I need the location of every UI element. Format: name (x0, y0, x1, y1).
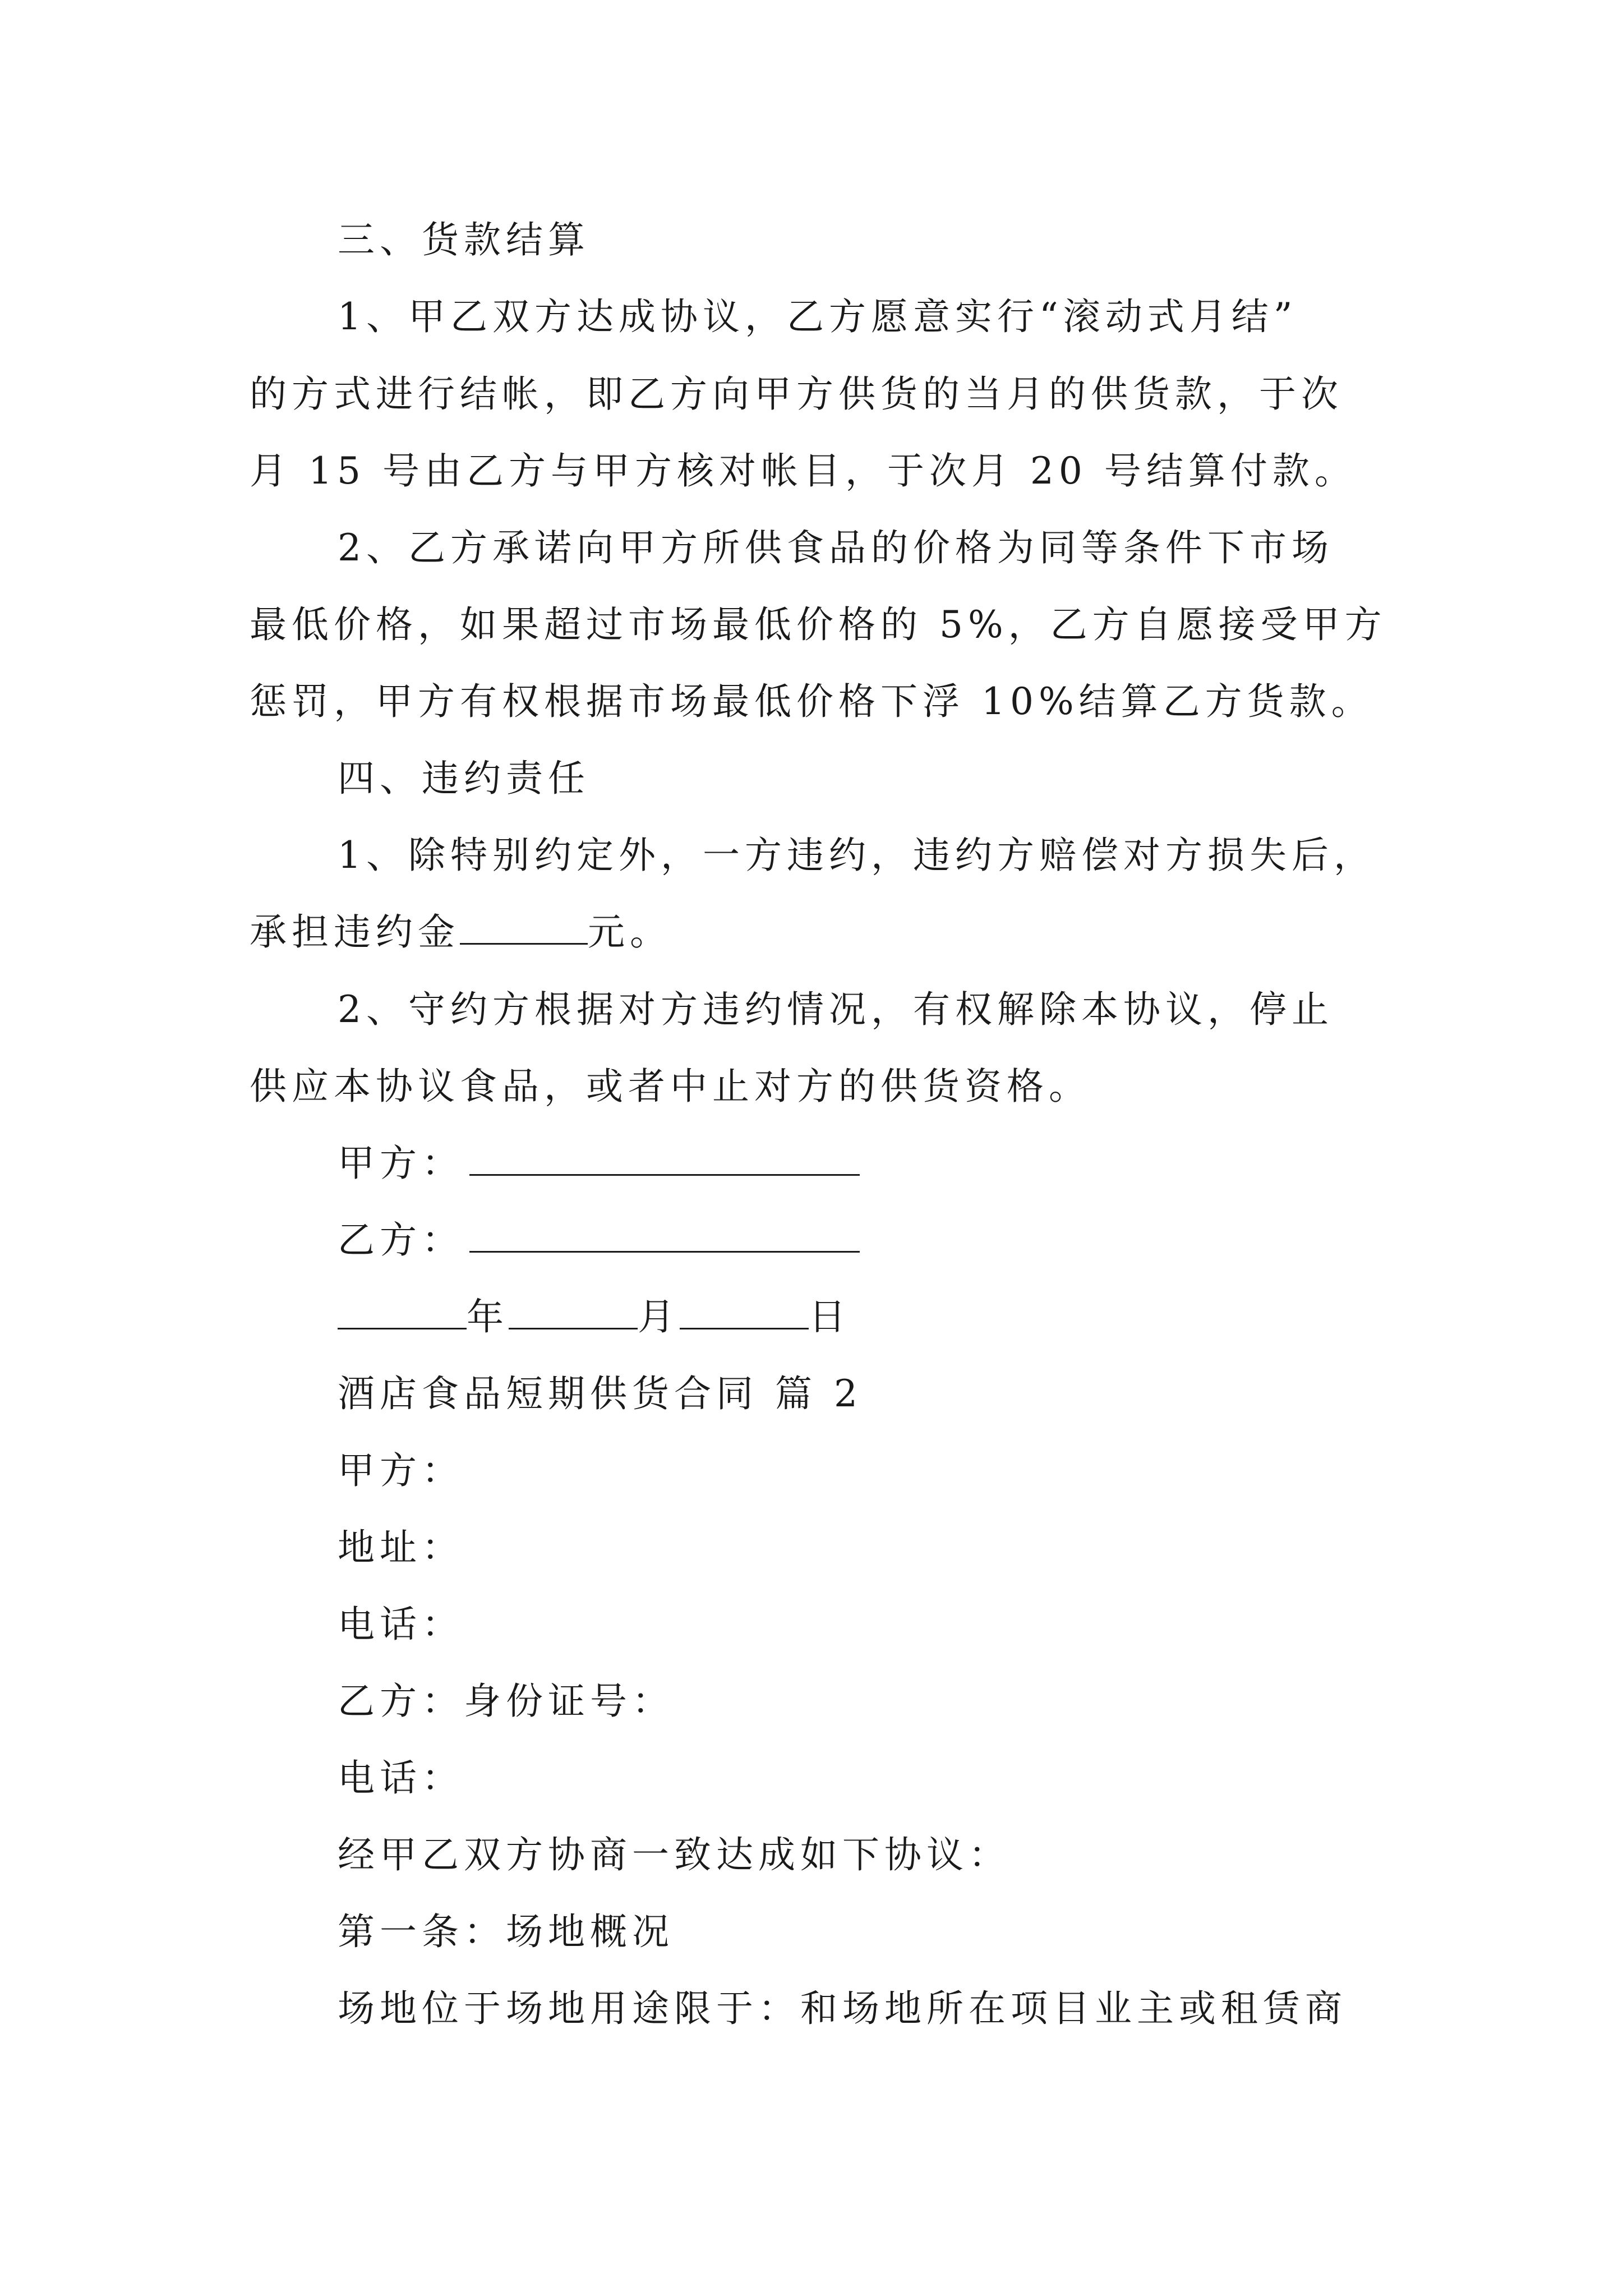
section-3-heading: 三、货款结算 (338, 218, 590, 261)
contract-2-article-1-text: 场地位于场地用途限于：和场地所在项目业主或租赁商 (338, 1987, 1347, 2030)
contract-2-party-b: 乙方：身份证号： (338, 1680, 674, 1723)
signature-party-a-label: 甲方： (338, 1142, 464, 1185)
date-year-label: 年 (467, 1295, 509, 1338)
signature-party-b-label: 乙方： (338, 1218, 464, 1262)
contract-2-article-1-heading: 第一条：场地概况 (338, 1910, 674, 1953)
contract-2-address: 地址： (338, 1526, 464, 1569)
section-4-item-2-line-2: 供应本协议食品，或者中止对方的供货资格。 (250, 1065, 1091, 1108)
section-3-item-2-line-2: 最低价格，如果超过市场最低价格的 5%，乙方自愿接受甲方 (250, 603, 1387, 646)
date-month-label: 月 (638, 1295, 680, 1338)
signature-party-b-blank (469, 1218, 860, 1253)
section-3-item-2-line-1: 2、乙方承诺向甲方所供食品的价格为同等条件下市场 (338, 526, 1334, 569)
contract-2-party-a: 甲方： (338, 1449, 464, 1492)
contract-2-phone-b: 电话： (338, 1756, 464, 1800)
date-day-blank (680, 1295, 809, 1329)
date-year-blank (338, 1295, 467, 1329)
date-day-label: 日 (809, 1295, 851, 1338)
penalty-amount-blank (460, 910, 588, 945)
penalty-label: 承担违约金 (250, 910, 460, 954)
section-3-item-2-line-3: 惩罚，甲方有权根据市场最低价格下浮 10%结算乙方货款。 (250, 680, 1373, 723)
signature-party-a (338, 1135, 860, 1191)
signature-date (338, 1289, 851, 1345)
contract-2-title: 酒店食品短期供货合同 篇 2 (338, 1372, 863, 1415)
section-4-item-1-line-2 (250, 904, 672, 960)
penalty-unit: 元。 (588, 910, 672, 954)
signature-party-a-blank (469, 1142, 860, 1176)
section-4-heading: 四、违约责任 (338, 757, 590, 800)
signature-party-b (338, 1212, 860, 1268)
section-4-item-1-line-1: 1、除特别约定外，一方违约，违约方赔偿对方损失后， (338, 834, 1376, 877)
section-3-item-1-line-2: 的方式进行结帐，即乙方向甲方供货的当月的供货款，于次 (250, 372, 1343, 416)
contract-2-phone-a: 电话： (338, 1603, 464, 1646)
section-3-item-1-line-1: 1、甲乙双方达成协议，乙方愿意实行“滚动式月结” (338, 295, 1298, 338)
contract-2-intro: 经甲乙双方协商一致达成如下协议： (338, 1833, 1011, 1876)
section-4-item-2-line-1: 2、守约方根据对方违约情况，有权解除本协议，停止 (338, 988, 1334, 1031)
date-month-blank (509, 1295, 638, 1329)
section-3-item-1-line-3: 月 15 号由乙方与甲方核对帐目，于次月 20 号结算付款。 (250, 449, 1357, 493)
